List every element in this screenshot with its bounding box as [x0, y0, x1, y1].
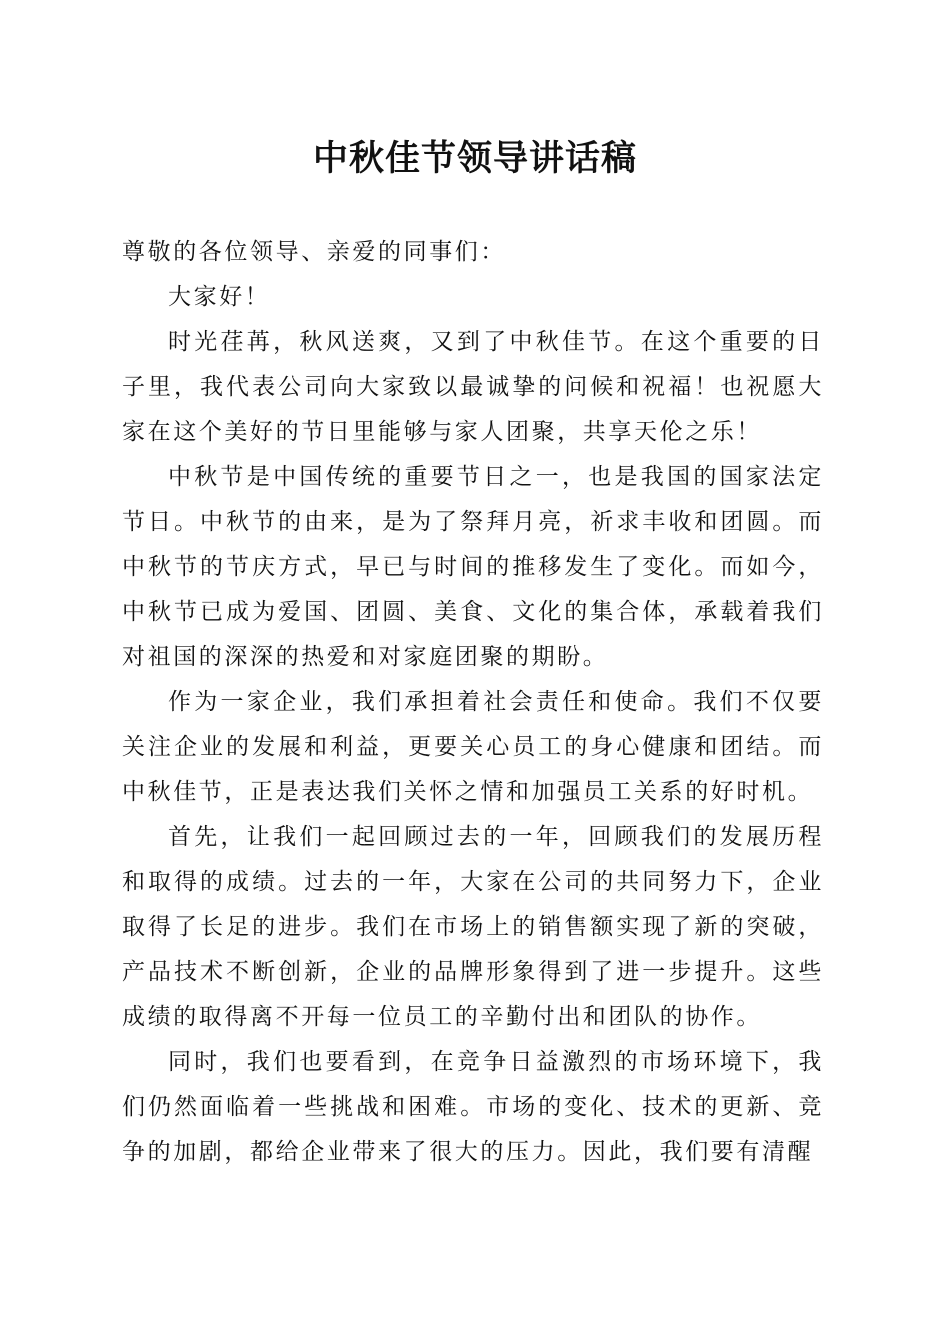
document-body	[122, 230, 824, 1175]
paragraph-5: 同时，我们也要看到，在竞争日益激烈的市场环境下，我们仍然面临着一些挑战和困难。市场的变化、技术的更新、竞争的加剧，都给企业带来了很大的压力。因此，我们要有清醒	[122, 1049, 824, 1165]
document-title: 中秋佳节领导讲话稿	[312, 138, 637, 179]
paragraph-2: 中秋节是中国传统的重要节日之一，也是我国的国家法定节日。中秋节的由来，是为了祭拜月亮，祈求丰收和团圆。而中秋节的节庆方式，早已与时间的推移发生了变化。而如今，中秋节已成为爱国、团圆、美食、文化的集合体，承载着我们对祖国的深深的热爱和对家庭团聚的期盼。	[122, 464, 824, 670]
paragraph-3: 作为一家企业，我们承担着社会责任和使命。我们不仅要关注企业的发展和利益，更要关心员工的身心健康和团结。而中秋佳节，正是表达我们关怀之情和加强员工关系的好时机。	[122, 689, 824, 805]
paragraph-4: 首先，让我们一起回顾过去的一年，回顾我们的发展历程和取得的成绩。过去的一年，大家在公司的共同努力下，企业取得了长足的进步。我们在市场上的销售额实现了新的突破，产品技术不断创新，企业的品牌形象得到了进一步提升。这些成绩的取得离不开每一位员工的辛勤付出和团队的协作。	[122, 824, 824, 1030]
greeting-paragraph: 大家好！	[168, 284, 271, 310]
paragraph-1: 时光荏苒，秋风送爽，又到了中秋佳节。在这个重要的日子里，我代表公司向大家致以最诚挚的问候和祝福！也祝愿大家在这个美好的节日里能够与家人团聚，共享天伦之乐！	[122, 329, 824, 445]
salutation: 尊敬的各位领导、亲爱的同事们：	[122, 239, 506, 265]
